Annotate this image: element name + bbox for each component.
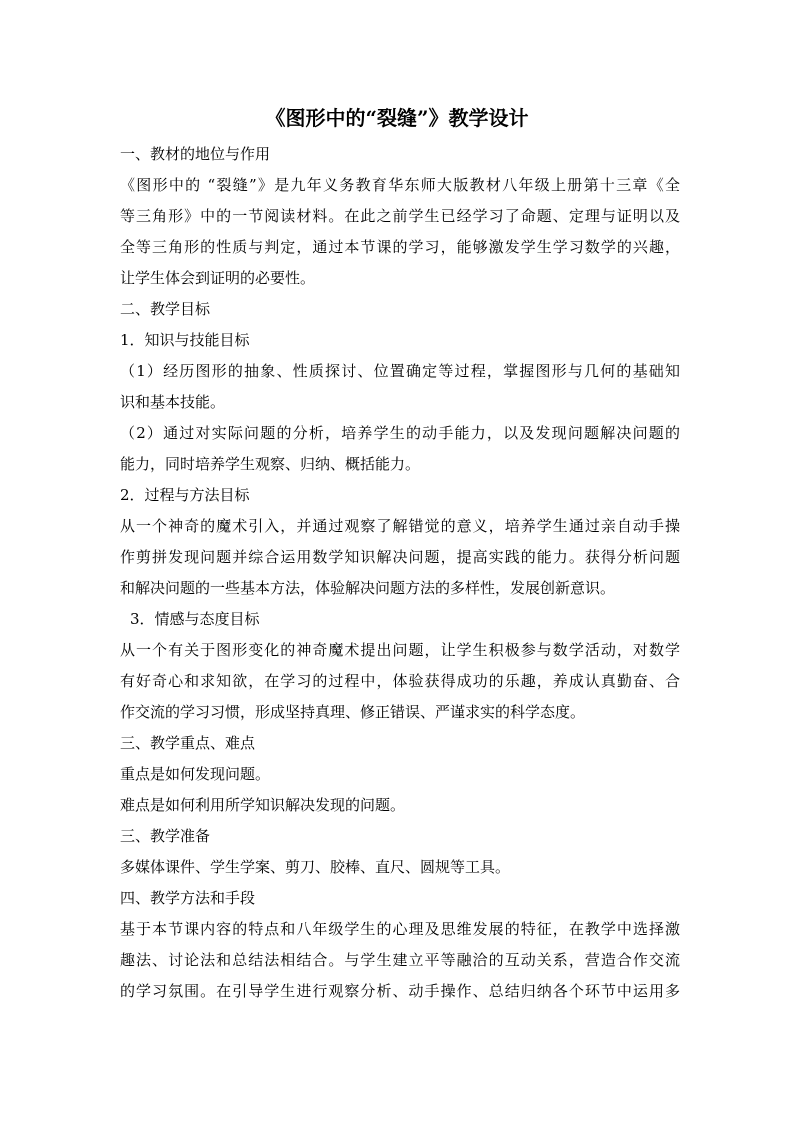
section-heading: 一、教材的地位与作用	[120, 145, 271, 163]
paragraph-line: 和解决问题的一些基本方法，体验解决问题方法的多样性，发展创新意识。	[120, 579, 616, 597]
paragraph-line: （2）通过对实际问题的分析，培养学生的动手能力，以及发现问题解决问题的	[120, 424, 680, 442]
paragraph-line: 作交流的学习习惯，形成坚持真理、修正错误、严谨求实的科学态度。	[120, 703, 586, 721]
paragraph-line: 从一个神奇的魔术引入，并通过观察了解错觉的意义，培养学生通过亲自动手操	[120, 517, 680, 535]
paragraph-line: 让学生体会到证明的必要性。	[120, 269, 316, 287]
paragraph-line: 的学习氛围。在引导学生进行观察分析、动手操作、总结归纳各个环节中运用多	[120, 982, 680, 1000]
section-heading: 三、教学准备	[120, 827, 211, 845]
paragraph-line: 有好奇心和求知欲，在学习的过程中，体验获得成功的乐趣，养成认真勤奋、合	[120, 672, 680, 690]
subsection-heading: 2．过程与方法目标	[120, 486, 250, 504]
paragraph-line: 能力，同时培养学生观察、归纳、概括能力。	[120, 455, 421, 473]
section-heading: 三、教学重点、难点	[120, 734, 256, 752]
paragraph-line: 全等三角形的性质与判定，通过本节课的学习，能够激发学生学习数学的兴趣，	[120, 238, 680, 256]
section-heading: 四、教学方法和手段	[120, 889, 256, 907]
paragraph-line: 趣法、讨论法和总结法相结合。与学生建立平等融洽的互动关系，营造合作交流	[120, 951, 680, 969]
section-heading: 二、教学目标	[120, 300, 211, 318]
paragraph-line: 识和基本技能。	[120, 393, 226, 411]
document-title: 《图形中的“裂缝”》教学设计	[265, 106, 529, 130]
paragraph-line: 从一个有关于图形变化的神奇魔术提出问题，让学生积极参与数学活动，对数学	[120, 641, 680, 659]
subsection-heading: 3．情感与态度目标	[130, 610, 260, 628]
paragraph-line: 作剪拼发现问题并综合运用数学知识解决问题，提高实践的能力。获得分析问题	[120, 548, 680, 566]
subsection-heading: 1．知识与技能目标	[120, 331, 250, 349]
paragraph-line: 等三角形》中的一节阅读材料。在此之前学生已经学习了命题、定理与证明以及	[120, 207, 680, 225]
paragraph-line: 《图形中的 “裂缝”》是九年义务教育华东师大版教材八年级上册第十三章《全	[120, 176, 680, 194]
paragraph-line: 多媒体课件、学生学案、剪刀、胶棒、直尺、圆规等工具。	[120, 858, 511, 876]
paragraph-line: 基于本节课内容的特点和八年级学生的心理及思维发展的特征，在教学中选择激	[120, 920, 680, 938]
paragraph-line: （1）经历图形的抽象、性质探讨、位置确定等过程，掌握图形与几何的基础知	[120, 362, 680, 380]
paragraph-line: 难点是如何利用所学知识解决发现的问题。	[120, 796, 406, 814]
paragraph-line: 重点是如何发现问题。	[120, 765, 271, 783]
